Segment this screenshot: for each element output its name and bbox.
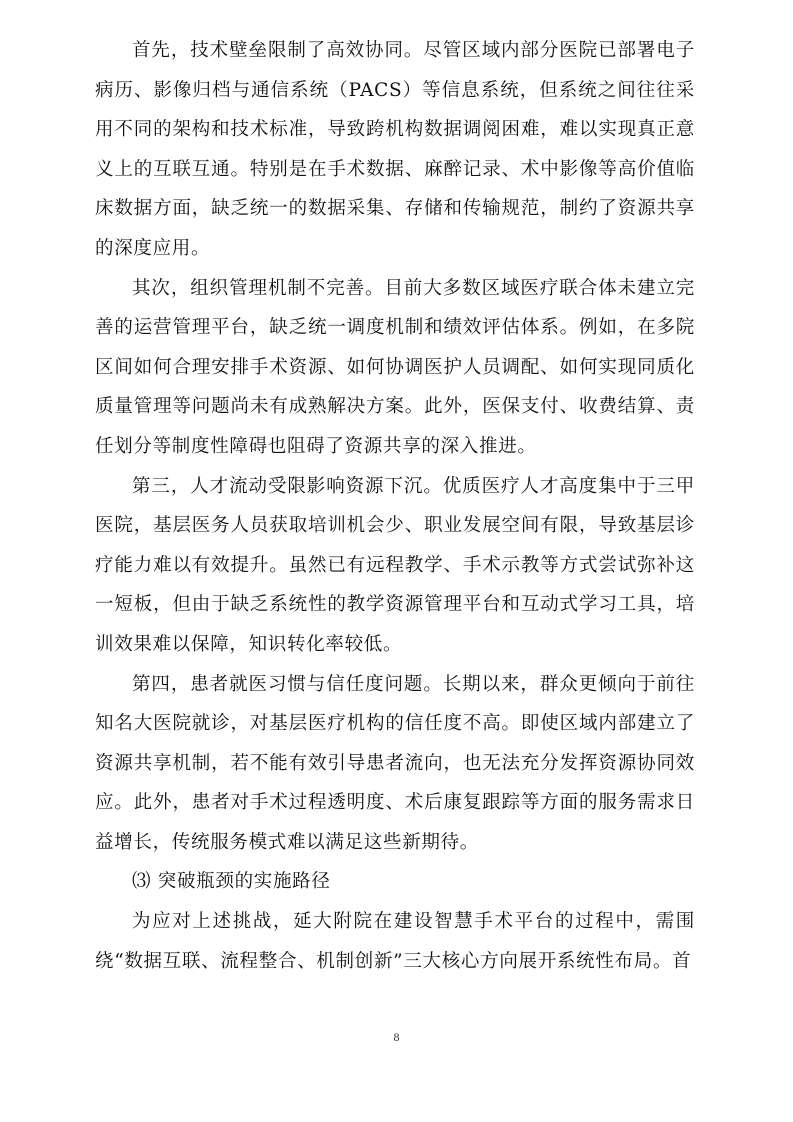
section-heading: ⑶ 突破瓶颈的实施路径 — [132, 871, 331, 893]
page-number: 8 — [393, 1030, 400, 1044]
paragraph-patient-trust: 第四，患者就医习惯与信任度问题。长期以来，群众更倾向于前往知名大医院就诊，对基层医疗机构的信任度不高。即使区域内部建立了资源共享机制，若不能有效引导患者流向，也无法充分发挥资源协同效应。此外，患者对手术过程透明度、术后康复跟踪等方面的服务需求日益增长，传统服务模式难以满足这些新期待。 — [95, 673, 695, 853]
paragraph-talent-flow: 第三，人才流动受限影响资源下沉。优质医疗人才高度集中于三甲医院，基层医务人员获取培训机会少、职业发展空间有限，导致基层诊疗能力难以有效提升。虽然已有远程教学、手术示教等方式尝试弥补这一短板，但由于缺乏系统性的教学资源管理平台和互动式学习工具，培训效果难以保障，知识转化率较低。 — [95, 475, 695, 655]
document-page — [95, 31, 695, 981]
paragraph-implementation: 为应对上述挑战，延大附院在建设智慧手术平台的过程中，需围绕“数据互联、流程整合、机制创新”三大核心方向展开系统性布局。首 — [95, 911, 695, 972]
paragraph-technical-barriers: 首先，技术壁垒限制了高效协同。尽管区域内部分医院已部署电子病历、影像归档与通信系统（PACS）等信息系统，但系统之间往往采用不同的架构和技术标准，导致跨机构数据调阅困难，难以实现真正意义上的互联互通。特别是在手术数据、麻醉记录、术中影像等高价值临床数据方面，缺乏统一的数据采集、存储和传输规范，制约了资源共享的深度应用。 — [95, 40, 695, 259]
paragraph-management-mechanism: 其次，组织管理机制不完善。目前大多数区域医疗联合体未建立完善的运营管理平台，缺乏统一调度机制和绩效评估体系。例如，在多院区间如何合理安排手术资源、如何协调医护人员调配、如何实现同质化质量管理等问题尚未有成熟解决方案。此外，医保支付、收费结算、责任划分等制度性障碍也阻碍了资源共享的深入推进。 — [95, 277, 695, 457]
